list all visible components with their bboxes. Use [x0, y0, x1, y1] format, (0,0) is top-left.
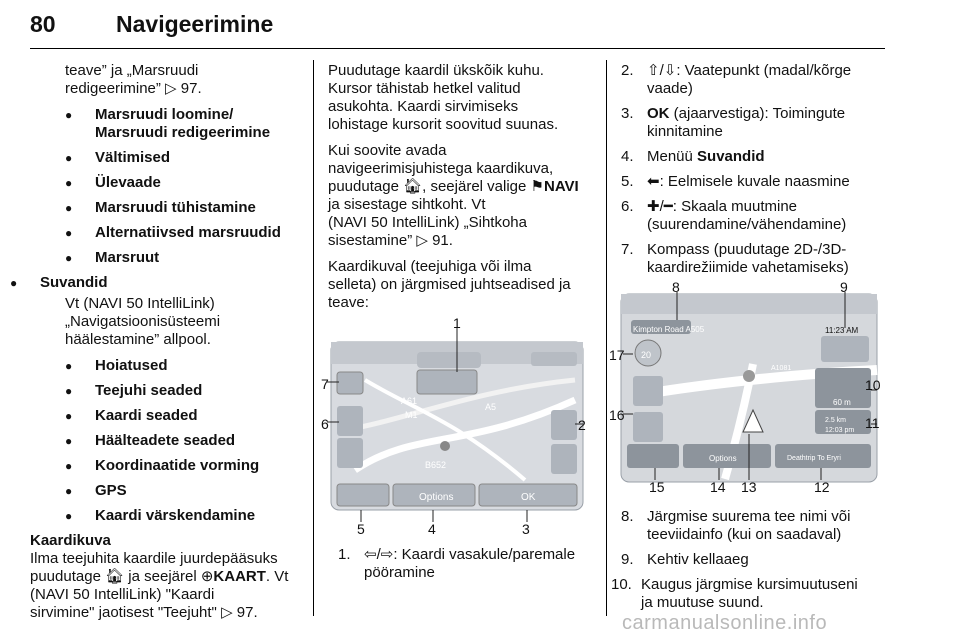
page-ref-icon: ▷ [416, 232, 428, 249]
text-line: sisestamine” [328, 232, 413, 249]
text-line: : Eelmisele kuvale naasmine [659, 173, 850, 190]
list-item [621, 508, 883, 544]
text-line: (NAVI 50 IntelliLink) „Sihtkoha [328, 214, 527, 231]
list-item-label: Kaardi värskendamine [95, 507, 256, 524]
list-item-label: Koordinaatide vorming [95, 457, 260, 474]
column-1 [30, 62, 297, 630]
list-item [65, 249, 297, 267]
road-code: A505 [685, 325, 705, 334]
text-line: (suurendamine/vähendamine) [647, 216, 847, 233]
item-number: 6. [621, 198, 634, 215]
text-line: ja sisestage sihtkoht. Vt [328, 196, 486, 213]
text-line: „Navigatsioonisüsteemi [65, 313, 221, 330]
home-icon: 🏠︎ [105, 568, 125, 585]
column-3 [609, 62, 883, 619]
text-line: Ilma teejuhita kaardile juurdepääsuks [30, 550, 278, 567]
intro-line: redigeerimine” [65, 80, 161, 97]
callout-label-11: 11 [865, 415, 880, 431]
list-item [621, 62, 883, 98]
page-ref-icon: ▷ [221, 604, 233, 621]
text-line: navigeerimisjuhistega kaardikuva, [328, 160, 554, 177]
page-ref: 97. [180, 80, 202, 97]
list-item [65, 382, 297, 400]
road-name: Kimpton Road [633, 325, 684, 334]
item-number: 5. [621, 173, 634, 190]
list-item [65, 432, 297, 450]
list-item [621, 551, 883, 569]
intro-paragraph [35, 62, 297, 98]
speed-label: 20 [641, 350, 652, 360]
callout-label-4: 4 [428, 521, 436, 537]
distance-label: 60 m [833, 398, 851, 407]
section-title: Kaardikuva [30, 532, 111, 549]
item-number: 8. [621, 508, 634, 525]
list-item [65, 106, 297, 142]
item-number: 3. [621, 105, 634, 122]
text-line: OK [647, 105, 670, 122]
text-line: lohistage kursorit soovitud suunas. [328, 116, 559, 133]
list-item [65, 199, 297, 217]
text-line: Kehtiv kellaaeg [647, 551, 749, 568]
item-number: 7. [621, 241, 634, 258]
text-line: (NAVI 50 IntelliLink) "Kaardi [30, 586, 215, 603]
list-item [621, 198, 883, 234]
back-arrow-icon: ⬅ [647, 173, 660, 190]
text-line: : Kaardi vasakule/paremale [393, 546, 576, 563]
navigation-screen-illustration [615, 284, 883, 494]
item-number: 1. [338, 546, 351, 563]
callout-label-3: 3 [522, 521, 530, 537]
text-line: Kaugus järgmise kursimuutuseni [641, 576, 858, 593]
callout-label-7: 7 [321, 376, 329, 392]
list-item-label: Teejuhi seaded [95, 382, 203, 399]
column-divider-1 [313, 60, 314, 616]
next-road-label [633, 321, 704, 339]
ok-button-label: OK [521, 492, 536, 503]
text-line: Vt (NAVI 50 IntelliLink) [65, 295, 215, 312]
callout-label-5: 5 [357, 521, 365, 537]
chapter-title: Navigeerimine [116, 11, 274, 37]
paragraph [328, 142, 590, 250]
column-divider-2 [606, 60, 607, 616]
suvandid-text [35, 295, 297, 349]
page-ref: 97. [236, 604, 258, 621]
text-line: puudutage [328, 178, 399, 195]
list-item [65, 482, 297, 500]
map-icon: ⊕ [200, 568, 214, 585]
callout-label-2: 2 [578, 417, 586, 433]
road-label: A5 [485, 402, 497, 412]
list-item [611, 576, 883, 612]
list-item-label: Marsruudi tühistamine [95, 199, 256, 216]
text-line: pööramine [364, 564, 435, 581]
road-label: A1081 [771, 365, 792, 372]
text-line: NAVI [543, 178, 579, 195]
list-item [65, 357, 297, 375]
list-item [65, 149, 297, 167]
list-item-label: Marsruudi redigeerimine [95, 124, 271, 141]
callout-label-13: 13 [741, 479, 757, 495]
text-line: teeviidainfo (kui on saadaval) [647, 526, 842, 543]
text-line: (ajaarvestiga): Toimingute [669, 105, 846, 122]
list-item-label: Marsruudi loomine/ [95, 106, 234, 123]
callout-label-10: 10 [865, 377, 881, 393]
item-number: 10. [611, 576, 632, 593]
text-line: Kaardikuval (teejuhiga või ilma [328, 258, 532, 275]
text-line: sirvimine" jaotisest "Teejuht" [30, 604, 217, 621]
page-ref-icon: ▷ [165, 80, 177, 97]
text-line: teave: [328, 294, 369, 311]
text-line: asukohta. Kaardi sirvimiseks [328, 98, 519, 115]
text-line: Kui soovite avada [328, 142, 447, 159]
remaining-km-label: 2.5 km [825, 417, 847, 424]
list-item-label: Ülevaade [95, 174, 161, 191]
page-number: 80 [30, 11, 56, 37]
kaardikuva-paragraph [30, 550, 305, 622]
options-button-label: Options [419, 492, 454, 503]
list-item-label: Marsruut [95, 249, 160, 266]
text-line: kaardirežiimide vahetamiseks) [647, 259, 849, 276]
list-item [65, 457, 297, 475]
text-line: vaade) [647, 80, 693, 97]
callout-label-8: 8 [672, 279, 680, 295]
list-item [338, 546, 590, 582]
eta-label: 12:03 pm [825, 427, 855, 434]
callout-label-16: 16 [609, 407, 625, 423]
list-item [621, 173, 883, 191]
list-item [621, 105, 883, 141]
callout-label-14: 14 [710, 479, 726, 495]
text-line: , seejärel valige [422, 178, 527, 195]
intro-line: teave” ja „Marsruudi [65, 62, 199, 79]
road-label: A61 [401, 396, 418, 406]
home-icon: 🏠︎ [403, 178, 423, 195]
text-line: Kompass (puudutage 2D-/3D- [647, 241, 847, 258]
clock-label: 11:23 AM [825, 326, 859, 335]
list-item-label: GPS [95, 482, 127, 499]
text-line: : Skaala muutmine [672, 198, 798, 215]
paragraph [328, 258, 590, 312]
text-line: Kursor tähistab hetkel valitud [328, 80, 521, 97]
page-ref: 91. [432, 232, 453, 249]
road-label: B652 [425, 460, 447, 470]
item-number: 4. [621, 148, 634, 165]
callout-label-9: 9 [840, 279, 848, 295]
road-label: M1 [405, 410, 418, 420]
map-screen-illustration [325, 320, 591, 536]
map-screen-figure-1 [321, 315, 591, 537]
text-line: Suvandid [697, 148, 765, 165]
options-button-label: Options [709, 454, 737, 463]
header-rule [30, 48, 885, 49]
callout-label-17: 17 [609, 347, 625, 363]
text-line: selleta) on järgmised juhtseadised ja [328, 276, 571, 293]
item-number: 2. [621, 62, 634, 79]
list-item-label: Suvandid [40, 274, 108, 291]
list-item-label: Vältimised [95, 149, 171, 166]
list-item [621, 148, 883, 166]
text-line: Puudutage kaardil ükskõik kuhu. [328, 62, 544, 79]
item-number: 9. [621, 551, 634, 568]
text-line: KAART [213, 568, 266, 585]
page-header [30, 6, 885, 46]
list-item-label: Hoiatused [95, 357, 168, 374]
arrow-up-down-icon: ⇧/⇩ [647, 62, 677, 79]
callout-label-12: 12 [814, 479, 830, 495]
zoom-icon: ✚/━ [647, 198, 673, 215]
text-line: kinnitamine [647, 123, 723, 140]
text-line: puudutage [30, 568, 101, 585]
list-item [65, 507, 297, 525]
list-item [65, 174, 297, 192]
callout-label-6: 6 [321, 416, 329, 432]
text-line: Järgmise suurema tee nimi või [647, 508, 851, 525]
list-item [65, 224, 297, 242]
paragraph [328, 62, 590, 134]
flag-icon: ⚑ [530, 178, 544, 195]
text-line: ja seejärel [128, 568, 197, 585]
map-screen-figure-2 [609, 279, 883, 495]
list-item [621, 241, 883, 277]
text-line: Menüü [647, 148, 698, 165]
text-line: . Vt [265, 568, 289, 585]
callout-label-1: 1 [453, 315, 461, 331]
callout-label-15: 15 [649, 479, 665, 495]
column-2 [321, 62, 590, 589]
list-item-label: Kaardi seaded [95, 407, 198, 424]
watermark: carmanualsonline.info [622, 612, 828, 634]
list-item-suvandid [5, 274, 297, 292]
destination-button-label: Deathtrip To Eryri [787, 455, 841, 462]
list-item-label: Häälteadete seaded [95, 432, 236, 449]
arrow-left-right-icon: ⇦/⇨ [364, 546, 394, 563]
list-item [65, 407, 297, 425]
text-line: : Vaatepunkt (madal/kõrge [676, 62, 852, 79]
text-line: häälestamine” allpool. [65, 331, 211, 348]
list-item-label: Alternatiivsed marsruudid [95, 224, 281, 241]
text-line: ja muutuse suund. [641, 594, 764, 611]
